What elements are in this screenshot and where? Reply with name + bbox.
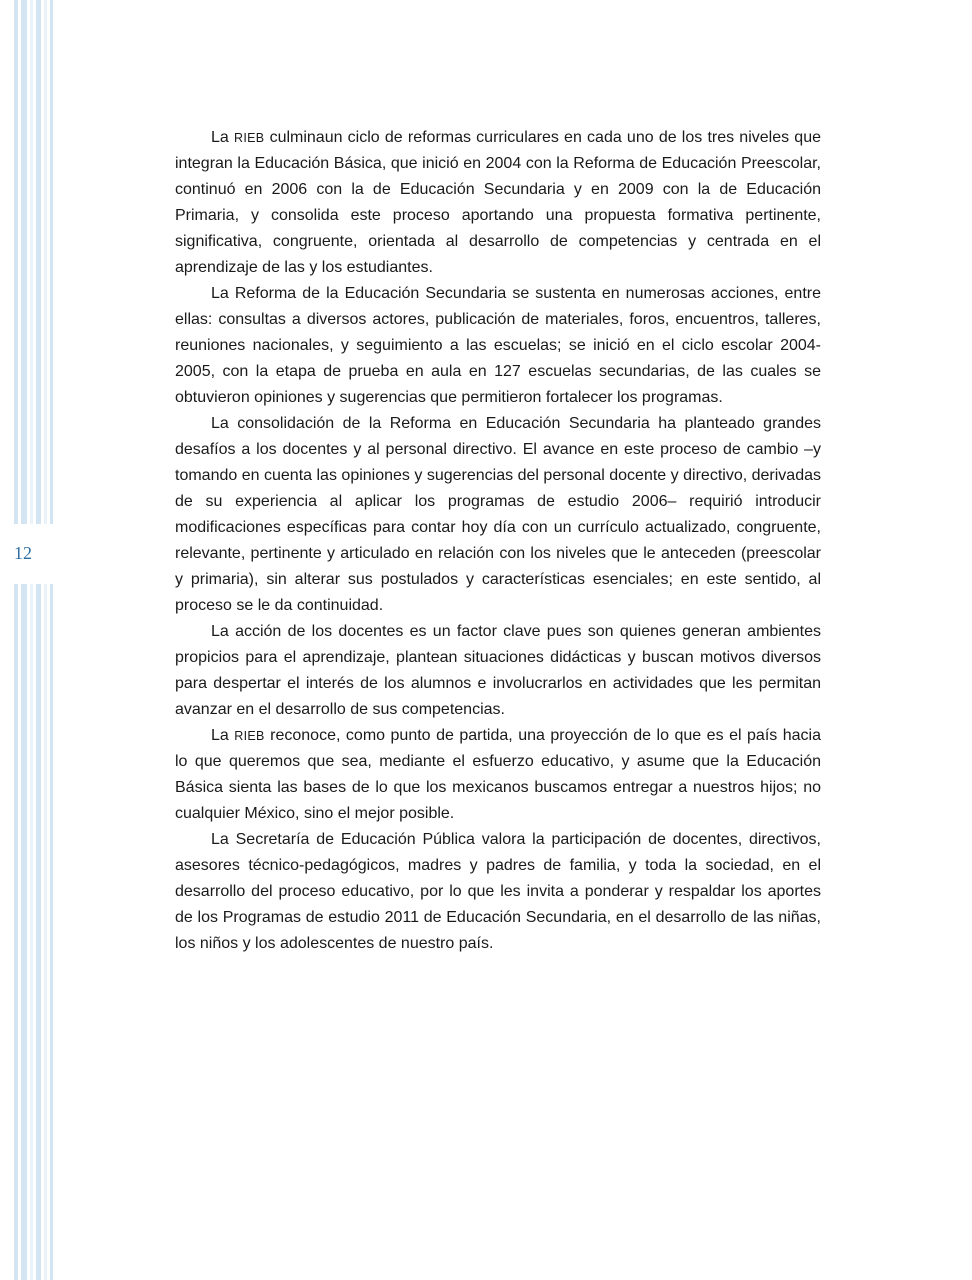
paragraph-lead: La xyxy=(211,727,235,744)
acronym: RIEB xyxy=(234,729,265,743)
paragraph-1 xyxy=(175,125,821,281)
stripe-band-top xyxy=(0,0,60,524)
paragraph-text: La Reforma de la Educación Secundaria se sustenta en numerosas acciones, entre ellas: consultas a diversos actores, publicación de materiales, foros, encuentros, talleres, reuniones nacionales, y seguimiento a las escuelas; se inició en el ciclo escolar 2004-2005, con la etapa de prueba en aula en 127 escuelas secundarias, de las cuales se obtuvieron opiniones y sugerencias que permitieron fortalecer los programas. xyxy=(175,285,821,406)
stripe xyxy=(50,0,53,524)
paragraph-3 xyxy=(175,411,821,619)
stripe xyxy=(30,0,33,524)
paragraph-5 xyxy=(175,723,821,827)
stripe xyxy=(50,584,53,1280)
paragraph-4 xyxy=(175,619,821,723)
paragraph-2 xyxy=(175,281,821,411)
stripe xyxy=(21,584,27,1280)
stripe-band-bottom xyxy=(0,584,60,1280)
paragraph-6 xyxy=(175,827,821,957)
page-number: 12 xyxy=(14,543,32,563)
paragraph-lead: La xyxy=(211,129,234,146)
margin-stripe-band xyxy=(0,0,60,1280)
stripe xyxy=(44,0,47,524)
stripe xyxy=(30,584,33,1280)
paragraph-text: La consolidación de la Reforma en Educación Secundaria ha planteado grandes desafíos a los docentes y al personal directivo. El avance en este proceso de cambio –y tomando en cuenta las opiniones y sugerencias del personal docente y directivo, derivadas de su experiencia al aplicar los programas de estudio 2006– requirió introducir modificaciones específicas para contar hoy día con un currículo actualizado, congruente, relevante, pertinente y articulado en relación con los niveles que le anteceden (preescolar y primaria), sin alterar sus postulados y características esenciales; en este sentido, al proceso se le da continuidad. xyxy=(175,415,821,614)
stripe xyxy=(21,0,27,524)
paragraph-text: culminaun ciclo de reformas curriculares en cada uno de los tres niveles que integran la Educación Básica, que inició en 2004 con la Reforma de Educación Preescolar, continuó en 2006 con la de Educación Secundaria y en 2009 con la de Educación Primaria, y consolida este proceso aportando una propuesta formativa pertinente, significativa, congruente, orientada al desarrollo de competencias y centrada en el aprendizaje de las y los estudiantes. xyxy=(175,129,821,276)
stripe xyxy=(36,0,41,524)
stripe xyxy=(44,584,47,1280)
stripe xyxy=(14,0,18,524)
stripe xyxy=(36,584,41,1280)
paragraph-text: La acción de los docentes es un factor clave pues son quienes generan ambientes propicios para el aprendizaje, plantean situaciones didácticas y buscan motivos diversos para despertar el interés de los alumnos e involucrarlos en actividades que les permitan avanzar en el desarrollo de sus competencias. xyxy=(175,623,821,718)
acronym: RIEB xyxy=(234,131,265,145)
stripe xyxy=(14,584,18,1280)
paragraph-text: reconoce, como punto de partida, una proyección de lo que es el país hacia lo que queremos que sea, mediante el esfuerzo educativo, y asume que la Educación Básica sienta las bases de lo que los mexicanos buscamos entregar a nuestros hijos; no cualquier México, sino el mejor posible. xyxy=(175,727,822,822)
paragraph-text: La Secretaría de Educación Pública valora la participación de docentes, directivos, asesores técnico-pedagógicos, madres y padres de familia, y toda la sociedad, en el desarrollo del proceso educativo, por lo que les invita a ponderar y respaldar los aportes de los Programas de estudio 2011 de Educación Secundaria, en el desarrollo de las niñas, los niños y los adolescentes de nuestro país. xyxy=(175,831,821,952)
body-text xyxy=(175,125,821,957)
